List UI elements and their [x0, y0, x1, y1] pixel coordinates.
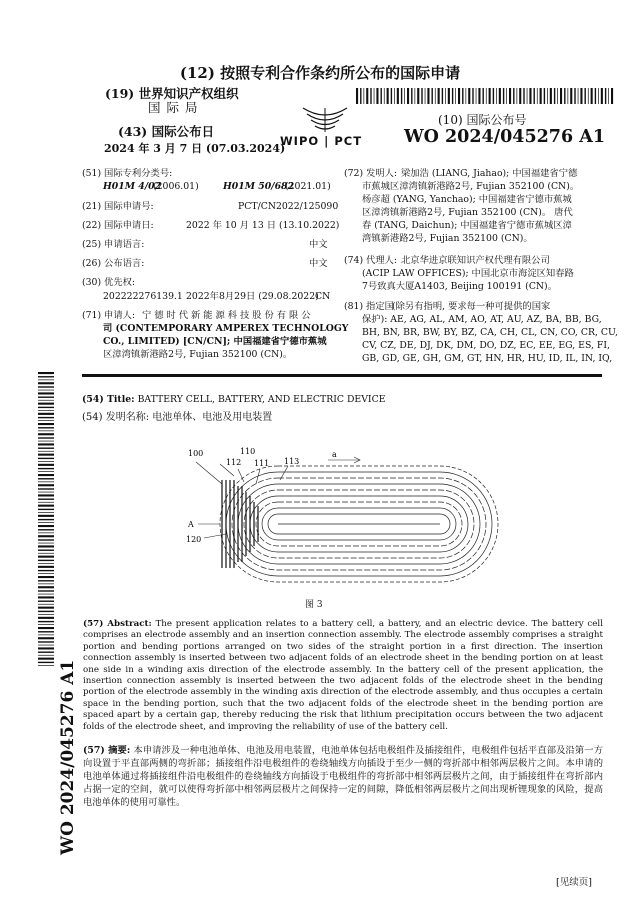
states-label: (81) 指定国 [344, 301, 394, 312]
wipo-org-name: (19) 世界知识产权组织 [105, 86, 239, 101]
title-cn-label: (54) 发明名称: [82, 412, 150, 423]
international-bureau: 国 际 局 [148, 100, 199, 115]
applicant-line3: CO., LIMITED) [CN/CN]; 中国福建省宁德市蕉城 [103, 336, 327, 347]
inventor-line2: 市蕉城区漳湾镇新港路2号, Fujian 352100 (CN)。 [362, 181, 580, 192]
lang-label: (25) 申请语言: [82, 239, 145, 250]
ipc1: H01M 4/02 [103, 181, 162, 192]
applicant-line1: 宁 德 时 代 新 能 源 科 技 股 份 有 限 公 [142, 310, 311, 321]
agent-line3: 7号致真大厦A1403, Beijing 100191 (CN)。 [362, 281, 557, 292]
fig-label-111: 111 [254, 459, 270, 468]
filing-date: 2022 年 10 月 13 日 (13.10.2022) [186, 220, 340, 231]
inventor-line6: 湾镇新港路2号, Fujian 352100 (CN)。 [362, 233, 533, 244]
side-pub-no: WO 2024/045276 A1 [58, 659, 78, 855]
wipo-pct-mark: WIPO | PCT [280, 134, 363, 148]
pub-no-label: (10) 国际公布号 [438, 113, 527, 127]
ipc-label: (51) 国际专利分类号: [82, 168, 173, 179]
fig-label-113: 113 [284, 457, 300, 466]
document-title: (12) 按照专利合作条约所公布的国际申请 [179, 64, 461, 82]
figure-drawing [180, 440, 510, 595]
states-line4: CV, CZ, DE, DJ, DK, DM, DO, DZ, EC, EE, EG, ES, FI, [362, 340, 610, 351]
inventor-label: (72) 发明人: [344, 168, 398, 179]
states-line2: 保护): AE, AG, AL, AM, AO, AT, AU, AZ, BA, BB, BG, [362, 314, 602, 325]
inventor-line3: 杨彦超 (YANG, Yanchao); 中国福建省宁德市蕉城 [362, 194, 572, 205]
abstract-cn-label: (57) 摘要: [83, 745, 131, 756]
lang: 中文 [309, 239, 328, 250]
figure-caption: 图 3 [305, 600, 323, 610]
abstract-cn-text: 本申请涉及一种电池单体、电池及用电装置，电池单体包括电极组件及插接组件，电极组件包括平直部及沿第一方向设置于平直部两侧的弯折部；插接组件沿电极组件的卷绕轴线方向插设于至少一侧的弯折部中相邻两层极片之间。本申请的电池单体通过将插接组件沿电极组件的卷绕轴线方向插设于电极组件的弯折部中相邻两层极片之间，由于插接组件在弯折部内占据一定的空间，就可以使得弯折部中相邻两层极片之间保持一定的间隙，降低相邻两层极片之间出现析锂现象的风险，提高电池单体的使用可靠性。 [83, 745, 603, 808]
applicant-line2: 司 (CONTEMPORARY AMPEREX TECHNOLOGY [103, 323, 349, 334]
pub-no: WO 2024/045276 A1 [404, 127, 605, 147]
section-divider [82, 374, 602, 377]
filing-label: (22) 国际申请日: [82, 220, 154, 231]
inventor-line4: 区漳湾镇新港路2号, Fujian 352100 (CN)。 唐代 [362, 207, 573, 218]
pub-date-label: (43) 国际公布日 [118, 124, 215, 139]
states-line3: BH, BN, BR, BW, BY, BZ, CA, CH, CL, CN, CO, CR, CU, [362, 327, 618, 338]
pub-date: 2024 年 3 月 7 日 (07.03.2024) [104, 142, 286, 155]
title-en-label: (54) Title: [82, 394, 135, 405]
states-line1: (除另有指明, 要求每一种可提供的国家 [392, 301, 551, 312]
fig-label-A: A [188, 520, 194, 529]
applicant-label: (71) 申请人: [82, 310, 136, 321]
abstract-en-text: The present application relates to a battery cell, a battery, and an electric device. The battery cell comprises an electrode assembly and an insertion connection assembly. The electrode assembly comprises a straight portion and bending portions arranged on two sides of the straight portion in a first direction. The insertion connection assembly is inserted between two adjacent folds of an electrode sheet in the bending portion on at least one side in a winding axis direction of the electrode assembly. In the battery cell of the present application, the insertion connection assembly is inserted between the two adjacent folds of the electrode sheet in the bending portion of the electrode assembly in the winding axis direction of the electrode assembly, and thus occupies a certain space in the bending portion, such that the two adjacent folds of the electrode sheet in the bending portion are spaced apart by a certain gap, thereby reducing the risk that lithium precipitation occurs between the two adjacent folds of the electrode sheet, and improving the reliability of use of the battery cell. [83, 619, 603, 732]
app-no-label: (21) 国际申请号: [82, 201, 154, 212]
agent-line2: (ACIP LAW OFFICES); 中国北京市海淀区知春路 [362, 268, 574, 279]
states-line5: GB, GD, GE, GH, GM, GT, HN, HR, HU, ID, IL, IN, IQ, [362, 353, 613, 364]
inventor-line1: 梁加浩 (LIANG, Jiahao); 中国福建省宁德 [401, 168, 578, 179]
fig-label-112: 112 [226, 458, 242, 467]
ipc2-date: (2021.01) [285, 181, 331, 192]
title-cn: 电池单体、电池及用电装置 [152, 412, 273, 423]
ipc1-date: (2006.01) [153, 181, 199, 192]
fig-label-a: a [332, 450, 337, 459]
fig-label-100: 100 [188, 449, 204, 458]
app-no: PCT/CN2022/125090 [238, 201, 339, 212]
pub-lang-label: (26) 公布语言: [82, 258, 145, 269]
title-en: BATTERY CELL, BATTERY, AND ELECTRIC DEVICE [137, 394, 386, 405]
top-barcode [356, 88, 614, 104]
continued-footer: [见续页] [556, 877, 592, 888]
pub-lang: 中文 [309, 258, 328, 269]
priority-country: CN [315, 291, 331, 302]
abstract-en [83, 619, 603, 733]
fig-label-110: 110 [240, 447, 256, 456]
agent-label: (74) 代理人: [344, 255, 398, 266]
ipc2: H01M 50/682 [223, 181, 294, 192]
abstract-en-label: (57) Abstract: [83, 619, 152, 629]
inventor-line5: 春 (TANG, Daichun); 中国福建省宁德市蕉城区漳 [362, 220, 572, 231]
side-barcode [38, 372, 54, 667]
priority-no: 202222276139.1 [103, 291, 183, 302]
priority-label: (30) 优先权: [82, 277, 136, 288]
abstract-cn [83, 744, 603, 809]
agent-line1: 北京华进京联知识产权代理有限公司 [401, 255, 550, 266]
applicant-line4: 区漳湾镇新港路2号, Fujian 352100 (CN)。 [103, 349, 293, 360]
fig-label-120: 120 [186, 535, 202, 544]
priority-date: 2022年8月29日 (29.08.2022) [186, 291, 319, 302]
